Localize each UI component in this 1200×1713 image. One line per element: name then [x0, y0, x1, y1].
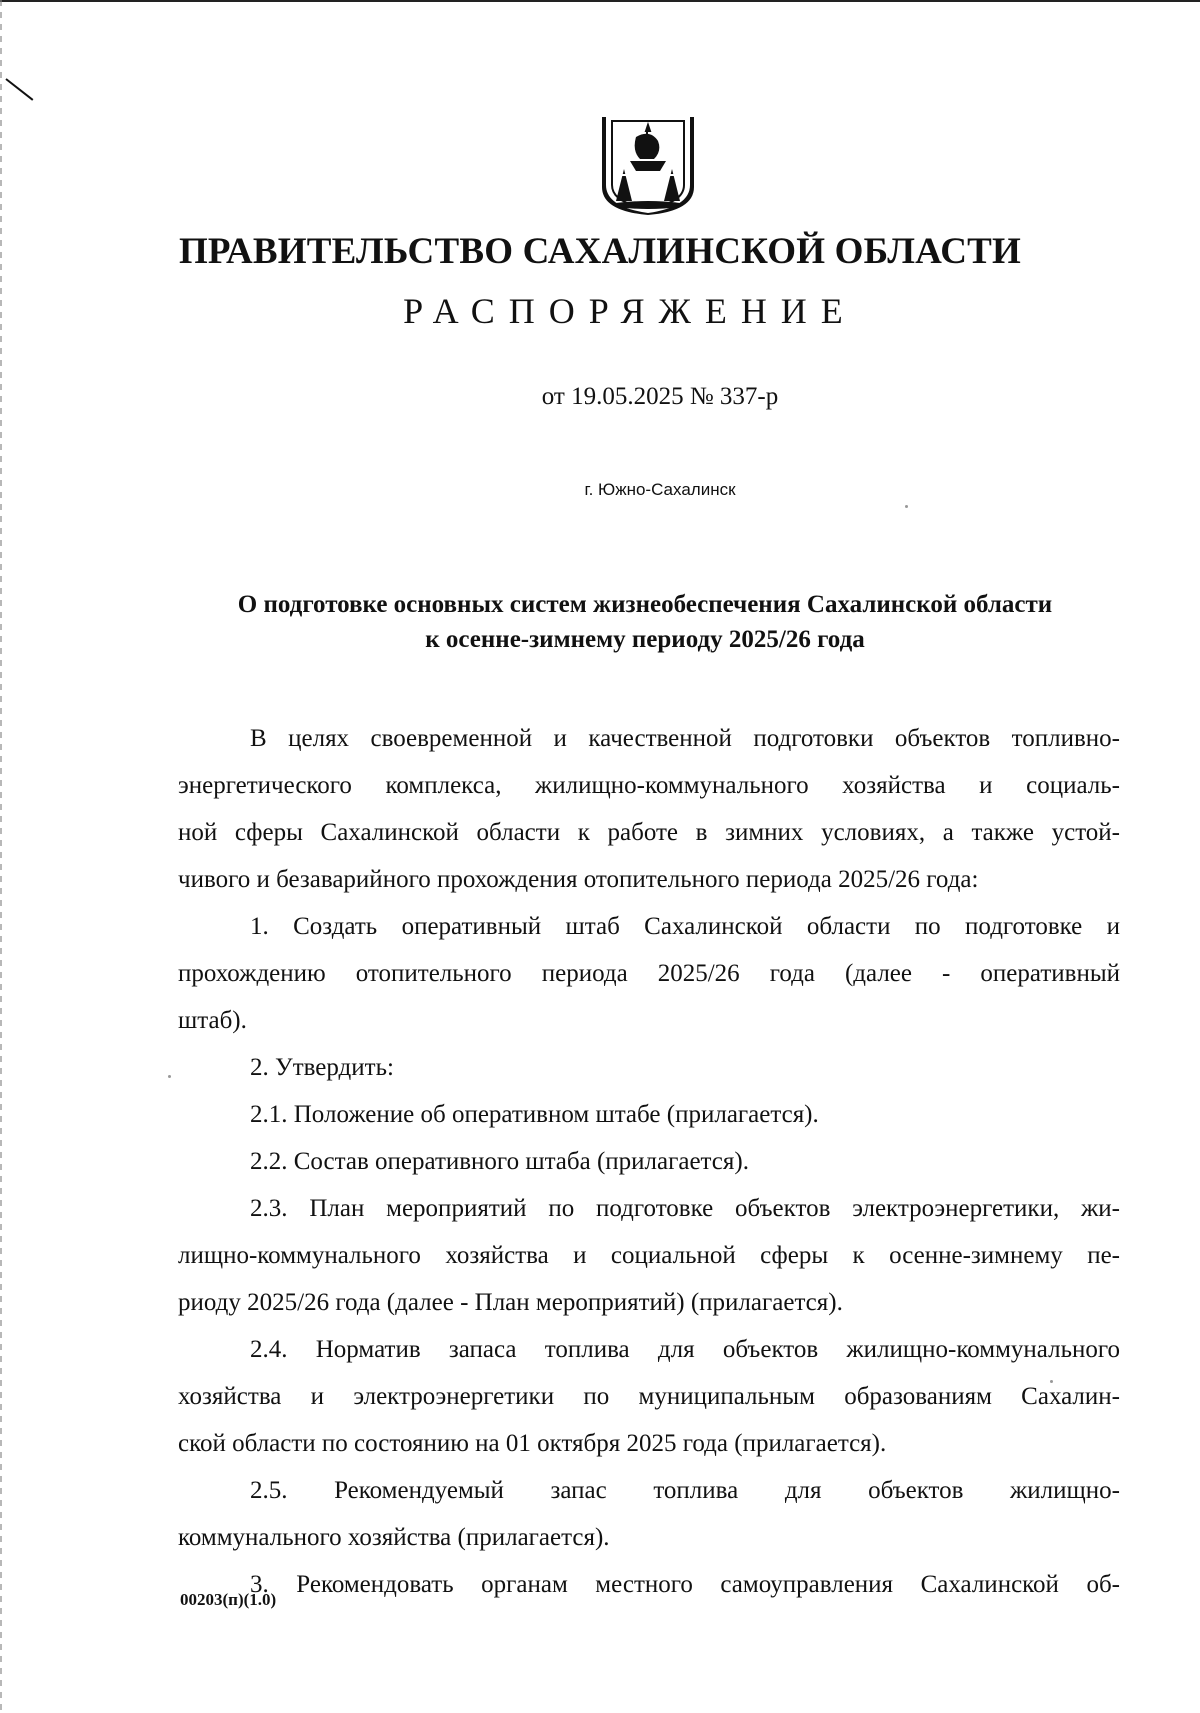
body-line: В целях своевременной и качественной подготовки объектов топливно-	[250, 725, 1120, 752]
scan-speck	[168, 1075, 171, 1078]
body-line: 2.4. Норматив запаса топлива для объектов жилищно-коммунального	[250, 1336, 1120, 1363]
document-date-number: от 19.05.2025 № 337-р	[541, 383, 779, 410]
document-type: РАСПОРЯЖЕНИЕ	[403, 291, 857, 331]
body-line: 2.1. Положение об оперативном штабе (прилагается).	[250, 1101, 819, 1128]
coat-of-arms-emblem	[600, 115, 696, 215]
body-line: 1. Создать оперативный штаб Сахалинской области по подготовке и	[250, 913, 1120, 940]
body-line: 2.5. Рекомендуемый запас топлива для объектов жилищно-	[250, 1477, 1120, 1504]
body-line: 2. Утвердить:	[250, 1054, 394, 1081]
body-line: коммунального хозяйства (прилагается).	[178, 1524, 610, 1551]
subject-line: к осенне-зимнему периоду 2025/26 года	[425, 626, 865, 653]
document-city: г. Южно-Сахалинск	[584, 480, 736, 499]
form-code: 00203(п)(1.0)	[180, 1590, 277, 1609]
body-line: ской области по состоянию на 01 октября 2025 года (прилагается).	[178, 1430, 887, 1457]
scan-top-edge	[0, 0, 1200, 2]
scan-speck	[905, 505, 908, 508]
body-line: 3. Рекомендовать органам местного самоуправления Сахалинской об-	[250, 1571, 1120, 1598]
authority-title: ПРАВИТЕЛЬСТВО САХАЛИНСКОЙ ОБЛАСТИ	[178, 231, 1022, 272]
scan-pen-mark	[5, 78, 33, 101]
body-line: ной сферы Сахалинской области к работе в зимних условиях, а также устой-	[178, 819, 1120, 846]
body-line: штаб).	[178, 1007, 247, 1034]
body-line: 2.3. План мероприятий по подготовке объектов электроэнергетики, жи-	[250, 1195, 1120, 1222]
body-line: чивого и безаварийного прохождения отопительного периода 2025/26 года:	[178, 866, 979, 893]
document-subject	[150, 587, 1140, 657]
subject-line: О подготовке основных систем жизнеобеспечения Сахалинской области	[237, 591, 1053, 618]
body-line: лищно-коммунального хозяйства и социальной сферы к осенне-зимнему пе-	[178, 1242, 1120, 1269]
body-line: энергетического комплекса, жилищно-коммунального хозяйства и социаль-	[178, 772, 1120, 799]
body-line: хозяйства и электроэнергетики по муниципальным образованиям Сахалин-	[178, 1383, 1120, 1410]
document-body	[178, 715, 1120, 1608]
body-line: прохождению отопительного периода 2025/26 года (далее - оперативный	[178, 960, 1120, 987]
body-line: риоду 2025/26 года (далее - План мероприятий) (прилагается).	[178, 1289, 843, 1316]
body-line: 2.2. Состав оперативного штаба (прилагается).	[250, 1148, 749, 1175]
